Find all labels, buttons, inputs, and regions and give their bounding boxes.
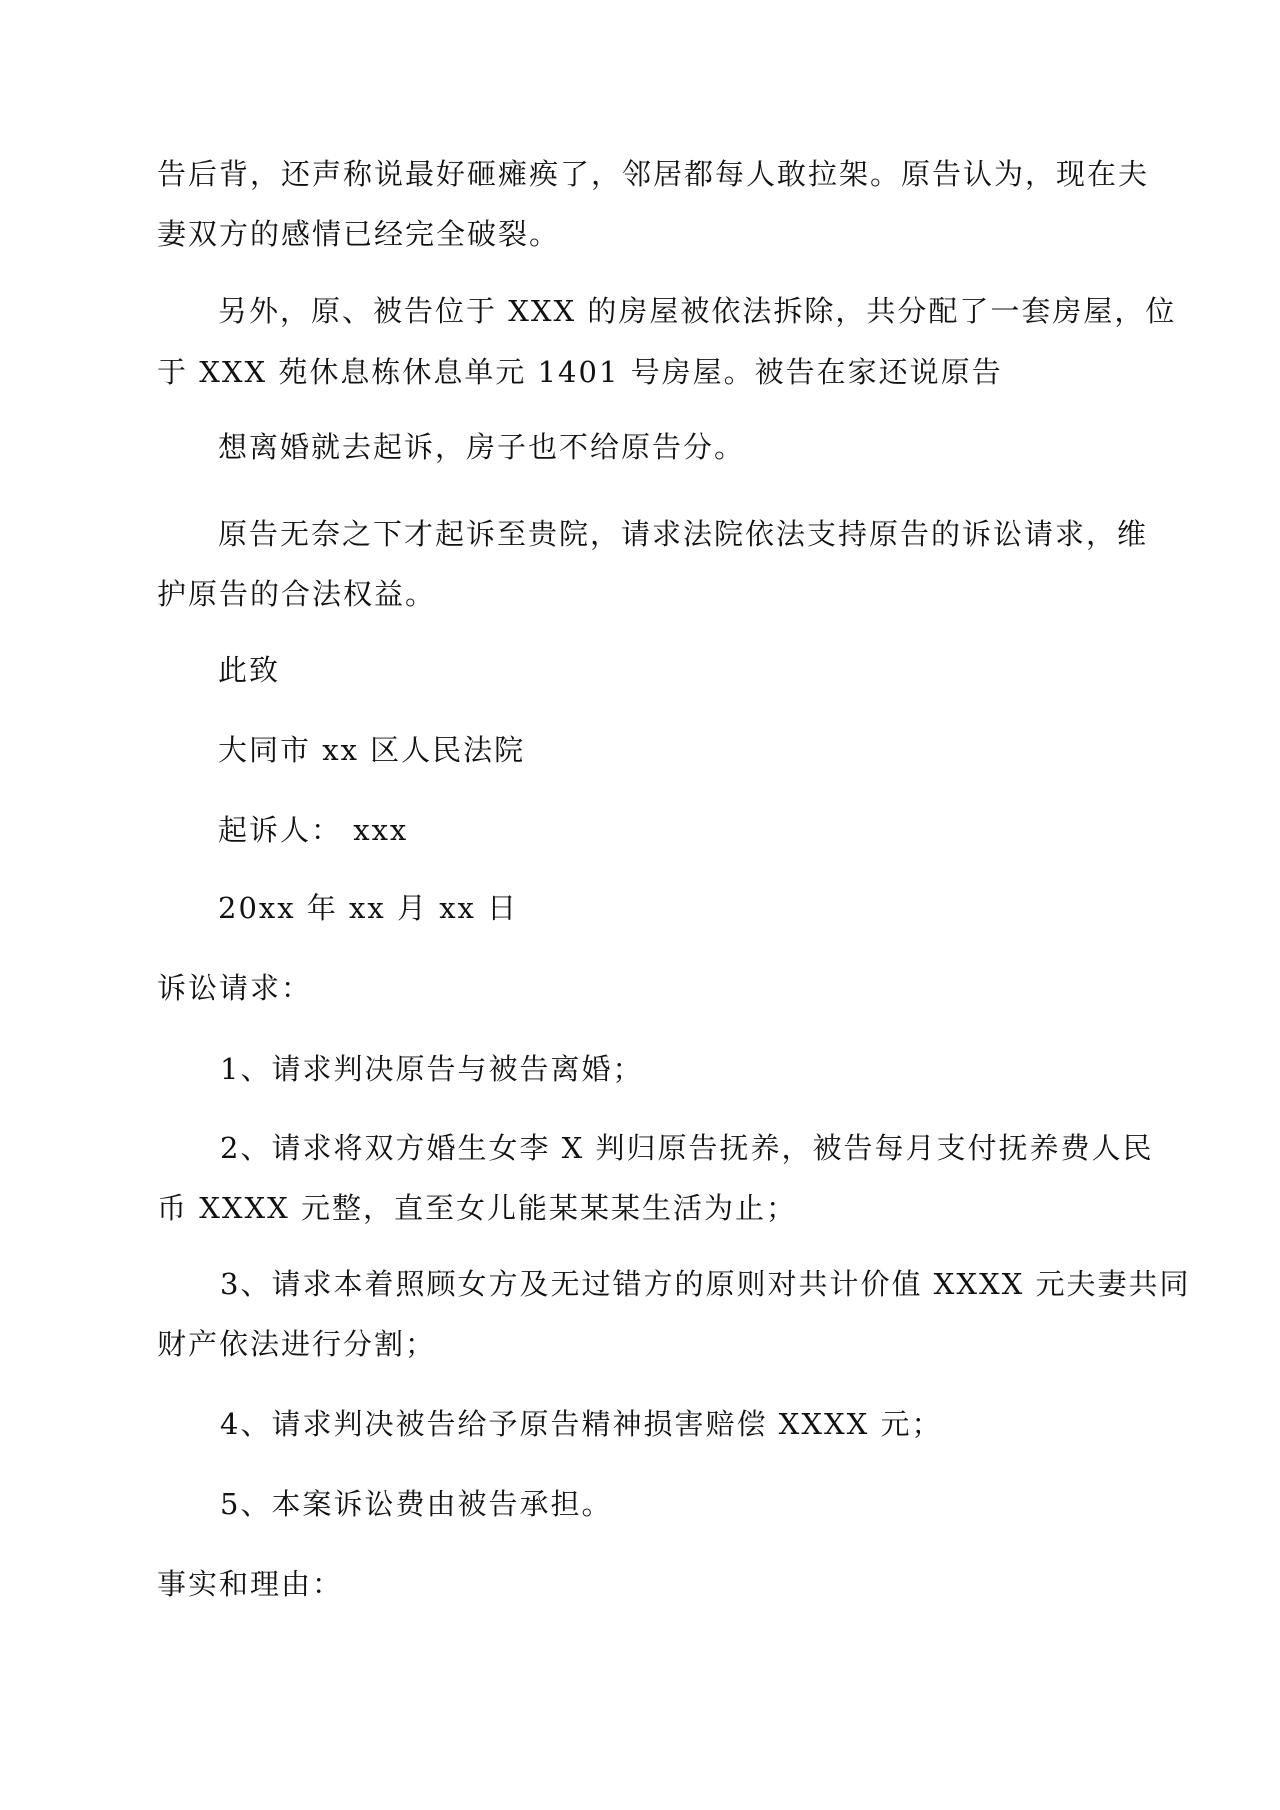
paragraph-1-line-1: 告后背，还声称说最好砸瘫痪了，邻居都每人敢拉架。原告认为，现在夫 (157, 157, 1150, 191)
claim-3-line-2: 财产依法进行分割； (157, 1327, 437, 1361)
claims-heading: 诉讼请求： (157, 971, 313, 1005)
claim-5-line-1: 5、本案诉讼费由被告承担。 (220, 1487, 613, 1521)
claim-1-line-1: 1、请求判决原告与被告离婚； (220, 1052, 644, 1086)
court-name: 大同市 xx 区人民法院 (218, 733, 526, 767)
claim-3-line-1: 3、请求本着照顾女方及无过错方的原则对共计价值 XXXX 元夫妻共同 (220, 1267, 1191, 1301)
plaintiff-signature: 起诉人： xxx (218, 813, 409, 847)
paragraph-3: 想离婚就去起诉，房子也不给原告分。 (218, 430, 746, 464)
facts-heading: 事实和理由： (157, 1567, 344, 1601)
claim-2-line-1: 2、请求将双方婚生女李 X 判归原告抚养，被告每月支付抚养费人民 (220, 1131, 1154, 1165)
paragraph-2-line-2: 于 XXX 苑休息栋休息单元 1401 号房屋。被告在家还说原告 (157, 355, 1003, 389)
paragraph-4-line-2: 护原告的合法权益。 (157, 577, 437, 611)
claim-4-line-1: 4、请求判决被告给予原告精神损害赔偿 XXXX 元； (220, 1407, 943, 1441)
paragraph-4-line-1: 原告无奈之下才起诉至贵院，请求法院依法支持原告的诉讼请求，维 (218, 517, 1149, 551)
document-date: 20xx 年 xx 月 xx 日 (218, 891, 519, 925)
claim-2-line-2: 币 XXXX 元整，直至女儿能某某某生活为止； (157, 1191, 798, 1225)
paragraph-2-line-1: 另外，原、被告位于 XXX 的房屋被依法拆除，共分配了一套房屋，位 (218, 294, 1177, 328)
paragraph-1-line-2: 妻双方的感情已经完全破裂。 (157, 217, 561, 251)
closing-salutation: 此致 (218, 653, 281, 687)
